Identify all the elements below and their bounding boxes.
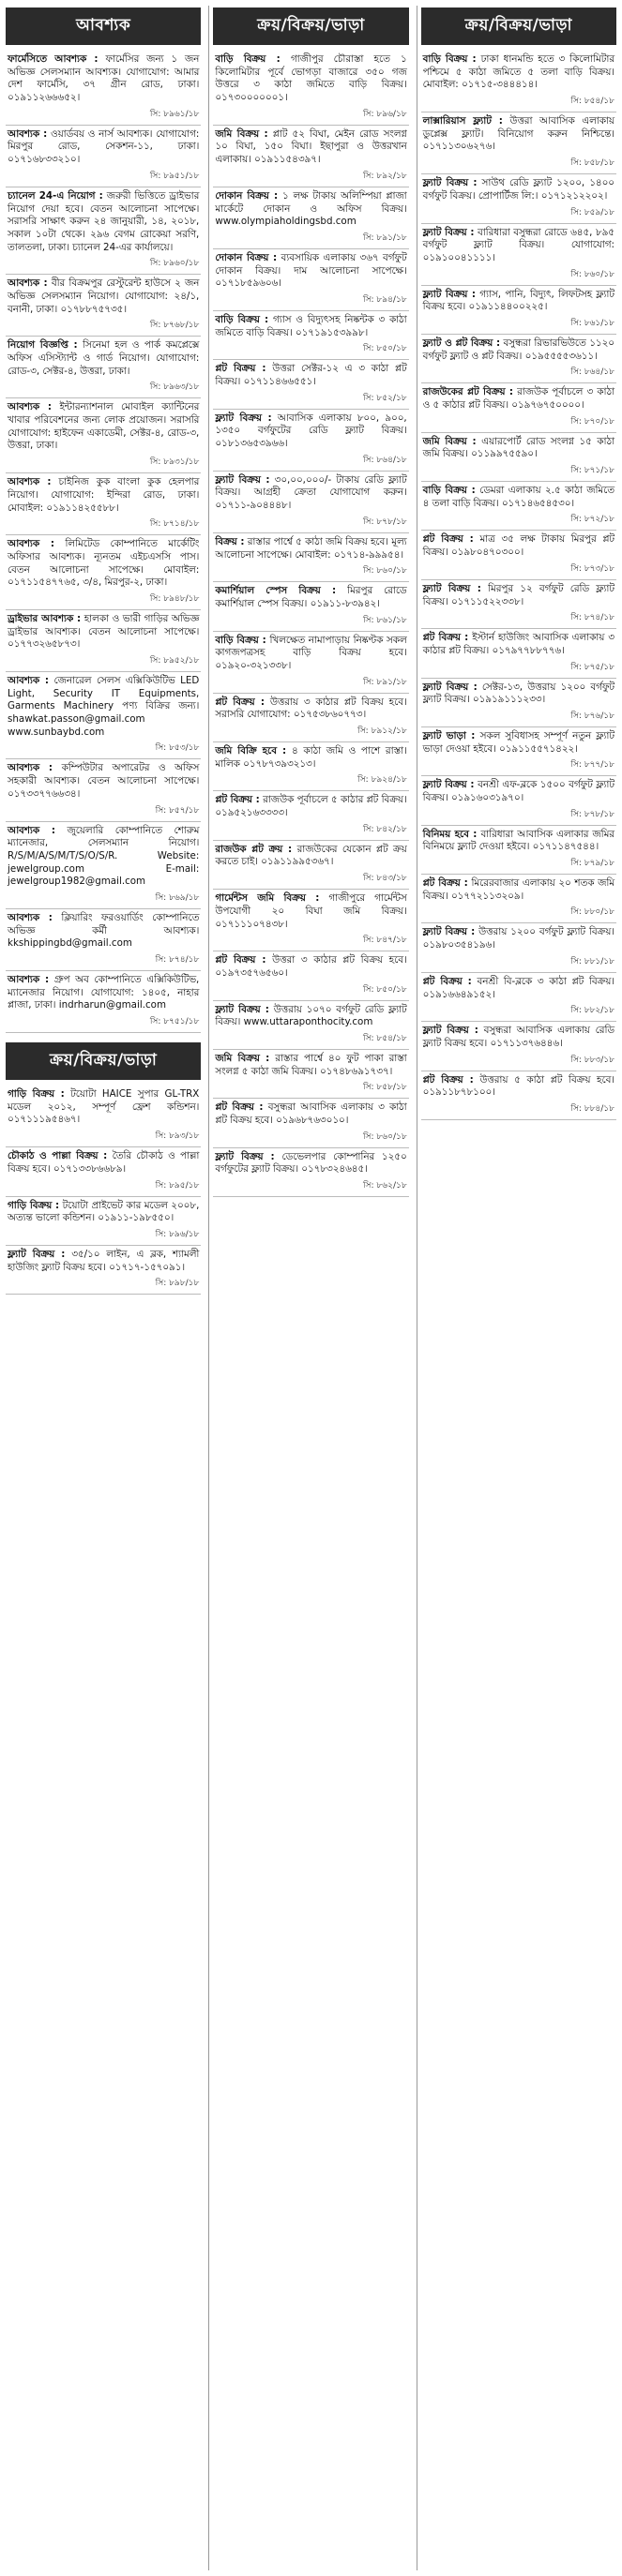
ad-heading: ফ্ল্যাট বিক্রয় : [215,1003,269,1015]
classified-ad [213,841,408,871]
ad-body: ডেভেলপার কোম্পানির ১২৫০ বর্গফুটের ফ্ল্যাট বিক্রয়। ০১৭৮৩২৪৬৪৫। [215,1150,407,1176]
ad-body: বীর বিক্রমপুর রেস্টুরেন্ট হাউসে ২ জন অভিজ্ঞ সেলসম্যান নিয়োগ। যোগাযোগ: ২৪/১, বনানী, ঢাকা। ০১৭৮৮৭৫৭৩৫। [8,277,200,315]
ad-heading: ফ্ল্যাট ভাড়া : [422,729,476,741]
ad-heading: আবশ্যক : [8,476,52,488]
ad-code: সি: ৮৯৮/১৮ [6,1276,201,1295]
ad-heading: গাড়ি বিক্রয় : [8,1199,60,1211]
ad-body: উত্তরায় ৫ কাঠা প্লট বিক্রয় হবে। ০১৯১১৮৭৮১০০। [422,1073,614,1099]
sub-section-header: ক্রয়/বিক্রয়/ভাড়া [6,1042,201,1080]
ad-code: সি: ৮৯৫১/১৮ [6,169,201,187]
ad-code: সি: ৮৭১৪/১৮ [6,517,201,535]
ad-heading: বাড়ি বিক্রয় : [215,634,266,646]
ad-code: সি: ৮৭৩/১৮ [421,562,616,580]
classified-ad [6,275,201,318]
ad-heading: দোকান বিক্রয় : [215,189,279,202]
ad-code: সি: ৮৭৯/১৮ [421,856,616,875]
ad-heading: প্লট বিক্রয় : [215,363,266,375]
ad-code: সি: ৮৫৪/১৮ [213,1031,408,1050]
classified-ad [213,360,408,390]
ad-body: লিমিটেড কোম্পানিতে মার্কেটিং অফিসার আবশ্যক। ন্যূনতম এইচএসসি পাস। বেতন আলোচনা সাপেক্ষে। মোবাইল: ০১৭১১৫৪৭৭৬৫, ৩/৪, মিরপুর-২, ঢাকা। [8,538,200,589]
classified-ad [6,126,201,169]
ad-code: সি: ৮৫৮/১৮ [213,1080,408,1099]
classified-ad [213,951,408,981]
ad-heading: দোকান বিক্রয় : [215,251,278,263]
ad-body: প্লাট ৫২ বিঘা, মেইন রোড সংলগ্ন ১০ বিঘা, ১৫০ বিঘা। ইছাপুরা ও উত্তরখান এলাকায়। ০১৯১১৫৪৩৯৭। [215,127,407,166]
ad-body: ডেমরা এলাকায় ২.৫ কাঠা জমিতে ৪ তলা বাড়ি বিক্রয়। ০১৭১৪৬৫৪৫৩০। [422,485,614,509]
ads-list [421,51,616,1120]
ad-heading: প্লট বিক্রয় : [422,533,474,546]
classified-ad [6,672,201,741]
ad-body: গ্যাস ও বিদ্যুৎসহ নিষ্কন্টক ৩ কাঠা জমিতে বাড়ি বিক্রয়। ০১৭১৯১৫৩৯৯৮। [215,313,407,338]
ad-code: সি: ৮৬০/১৮ [213,1130,408,1148]
ad-code: সি: ৮৯১/১৮ [213,231,408,249]
ad-code: সি: ৮৮২/১৮ [421,1003,616,1022]
ad-code: সি: ৮৫৮/১৮ [421,156,616,174]
ad-body: বসুন্ধরা আবাসিক এলাকায় ৩ কাঠা প্লট বিক্রয় হবে। ০১৯৬৮৭৬৩০১০। [215,1101,407,1126]
classified-ad [213,126,408,169]
ad-heading: ফ্ল্যাট বিক্রয় : [215,412,272,424]
ad-body: হালকা ও ভারী গাড়ির অভিজ্ঞ ড্রাইভার আবশ্যক। বেতন আলোচনা সাপেক্ষে। ০১৭৭৩২৬৫৮৭৩। [8,612,200,651]
ad-code: সি: ৮৬৪/১৮ [421,365,616,383]
ad-body: বসুন্ধরা আবাসিক এলাকায় রেডি ফ্ল্যাট বিক্রয় হবে। ০১৭১১৩৭৬৪৪৬। [422,1025,614,1049]
ad-heading: প্লট বিক্রয় : [422,632,469,644]
ad-body: কম্পিউটার অপারেটর ও অফিস সহকারী আবশ্যক। বেতন আলোচনা সাপেক্ষে। ০১৭৩৩৭৭৬৬৩৪। [8,762,200,800]
ad-heading: ফ্ল্যাট বিক্রয় : [422,681,478,693]
classified-ad [421,286,616,316]
ad-body: বসুন্ধরা রিভারভিউতে ১১২০ বর্গফুট ফ্ল্যাট ও প্লট বিক্রয়। ০১৯৫৫৫৫৩৬১১। [422,337,614,362]
classified-ad [421,433,616,463]
column-header: আবশ্যক [6,7,201,45]
ad-code: সি: ৮৫৯/১৮ [421,205,616,224]
ad-code: সি: ৮৭৪/১৮ [6,952,201,971]
ad-body: মিরপুর ১২ বর্গফুট রেডি ফ্ল্যাট বিক্রয়। ০১৭১১৫২২৩৩৮। [422,582,614,607]
ad-heading: ফ্ল্যাট বিক্রয় : [422,779,475,791]
ad-heading: আবশ্যক : [8,675,49,686]
ad-body: এয়ারপোর্ট রোড সংলগ্ন ১৫ কাঠা জমি বিক্রয়। ০১১৯৯৭৫৫৯০। [422,435,614,460]
ad-body: ব্যবসায়িক এলাকায় ৩৬৭ বর্গফুট দোকান বিক্রয়। দাম আলোচনা সাপেক্ষে। ০১৭১৮৫৯৬০৬। [215,251,407,290]
classified-ad [213,51,408,107]
ad-code: সি: ৮৭৬৮/১৮ [6,318,201,337]
classified-ad [421,727,616,757]
ad-heading: জমি বিক্রি হবে : [215,745,287,756]
ad-body: জুয়েলারি কোম্পানিতে শোরুম ম্যানেজার, সেলসম্যান নিয়োগ। R/S/M/A/S/M/T/S/O/S/R. Website: jewelgroup.com E-mail: jewelgroup1982@gmail.com [8,824,200,888]
ad-heading: লাক্সারিয়াস ফ্ল্যাট : [422,115,503,127]
ad-body: ৩০,০০,০০০/- টাকায় রেডি ফ্ল্যাট বিক্রয়। আগ্রহী ক্রেতা যোগাযোগ করুন। ০১৭১১-৯০৪৪৪৮। [215,473,407,512]
ad-heading: আবশ্যক : [8,538,54,550]
ad-code: সি: ৮৮৪/১৮ [421,1101,616,1120]
ads-list [213,51,408,1197]
ad-code: সি: ৮৮১/১৮ [421,954,616,973]
ad-body: রাজউক পূর্বাচলে ৫ কাঠার প্লট বিক্রয়। ০১৯৫২১৬৩৩৩৩। [215,794,407,819]
column-1 [6,6,201,2570]
classified-ad [213,472,408,515]
classified-ad [421,826,616,856]
ad-heading: ফার্মেসিতে আবশ্যক : [8,53,99,65]
classified-ad [421,1022,616,1052]
ad-code: সি: ৮৮৩/১৮ [421,1053,616,1071]
ad-heading: ফ্ল্যাট বিক্রয় : [8,1248,66,1260]
column-3 [417,6,616,2570]
classified-ad [421,973,616,1003]
ad-heading: বাড়ি বিক্রয় : [215,53,281,65]
classified-ad [6,398,201,455]
classified-ad [213,410,408,453]
ad-code: সি: ৮৭২/১৮ [421,512,616,531]
ad-body: উত্তরায় ৩ কাঠার প্লট বিক্রয় হবে। সরাসরি যোগাযোগ: ০১৭৫৩৮৬০৭৭৩। [215,696,407,721]
ad-body: খিলক্ষেত নামাপাড়ায় নিষ্কণ্টক সকল কাগজপত্রসহ বাড়ি বিক্রয় হবে। ০১৯২০-৩২১৩৩৮। [215,634,407,671]
classified-ad [421,531,616,561]
classified-ad [6,535,201,592]
ad-body: বারিধারা বসুন্ধরা রোডে ৬৪৫, ৮৯৫ বর্গফুট ফ্ল্যাট বিক্রয়। যোগাযোগ: ০১৯১০০৪১১১১। [422,226,614,263]
classified-ad [6,1246,201,1276]
classified-ad [421,629,616,659]
ad-heading: আবশ্যক : [8,277,48,290]
ad-code: সি: ৮৬০/১৮ [421,267,616,286]
ad-body: রাস্তার পার্শ্বে ৫ কাঠা জমি বিক্রয় হবে। মূল্য আলোচনা সাপেক্ষে। মোবাইল: ০১৭১৪-৯৯৯৫৪। [215,535,407,561]
ad-code: সি: ৮৯১/১৮ [213,675,408,694]
ad-code: সি: ৮৯৩১/১৮ [6,455,201,473]
ad-code: সি: ৮৭১/১৮ [421,463,616,482]
ad-body: ৩৫/১০ লাইন, এ ব্লক, শ্যামলী হাউজিং ফ্ল্যাট বিক্রয় হবে। ০১৭১৭-১৫৭০৯১। [8,1248,200,1273]
ad-code: সি: ৮৫৪/১৮ [421,94,616,112]
ad-body: সকল সুবিধাসহ সম্পূর্ণ নতুন ফ্ল্যাট ভাড়া দেওয়া হইবে। ০১৯১১৫৫৭১৪২২। [422,729,614,755]
ad-code: সি: ৮৯১২/১৮ [213,724,408,742]
ad-body: টয়োটা HAICE সুপার GL-TRX মডেল ২০১২, সম্পূর্ণ ফ্রেশ কন্ডিশন। ০১৭১১১৯৫৪৬৭। [8,1088,200,1126]
ad-code: সি: ৮৬৯/১৮ [6,891,201,909]
ad-code: সি: ৮৫৩/১৮ [6,741,201,759]
ad-code: সি: ৮৬৪/১৮ [213,453,408,472]
ad-code: সি: ৮৭৬/১৮ [421,709,616,727]
ad-heading: ফ্ল্যাট ও প্লট বিক্রয় : [422,337,501,349]
classified-ad [421,112,616,156]
ad-heading: ফ্ল্যাট বিক্রয় : [422,288,476,300]
ad-heading: ফ্ল্যাট বিক্রয় : [215,1150,275,1162]
ad-body: ৪ কাঠা জমি ও পাশে রাস্তা। মালিক ০১৭৮৭৩৯৩২১৩। [215,745,407,770]
classified-ad [213,632,408,675]
column-header: ক্রয়/বিক্রয়/ভাড়া [213,7,408,45]
ad-heading: ফ্ল্যাট বিক্রয় : [422,1025,478,1037]
ad-body: সেক্টর-১৩, উত্তরায় ১২০০ বর্গফুট ফ্ল্যাট বিক্রয়। ০১৯১৯১১১২৩৩। [422,681,614,706]
ad-body: ঢাকা ধানমন্ডি হতে ৩ কিলোমিটার পশ্চিমে ৫ কাঠা জমিতে ৫ তলা বাড়ি বিক্রয়। মোবাইল: ০১৭১৫-৩৪৪৪১৪। [422,53,614,91]
ad-code: সি: ৮৯৪৮/১৮ [6,592,201,610]
ad-body: আবাসিক এলাকায় ৮০০, ৯০০, ১৩৫০ বর্গফুটের রেডি ফ্ল্যাট বিক্রয়। ০১৮১৩৬৫৩৯৬৬। [215,412,407,450]
ad-code: সি: ৮৭০/১৮ [421,414,616,433]
ad-code: সি: ৮৮০/১৮ [421,905,616,923]
ad-code: সি: ৮৯৬০/১৮ [6,256,201,275]
ad-body: গাজীপুরে গার্মেন্টস উপযোগী ২০ বিঘা জমি বিক্রয়। ০১৭১১১০৭৪৩৮। [215,892,407,930]
ad-code: সি: ৮৭৫১/১৮ [6,1014,201,1033]
ads-list [6,51,201,1033]
classified-ad [6,1147,201,1177]
ad-body: গাজীপুর চৌরাস্তা হতে ১ কিলোমিটার পূর্বে ভোগড়া বাজারে ৩৫০ গজ উত্তরে ৩ কাঠা জমিতে বাড়ি বিক্রয়। ০১৭৩০০০০০০১। [215,53,407,104]
ad-body: জেনারেল সেলস এক্সিকিউটিভ LED Light, Security IT Equipments, Garments Machinery পণ্য বিক্রির জন্য। shawkat.passon@gmail.com www.sunbaybd.com [8,675,200,738]
ad-heading: বিক্রয় : [215,535,245,547]
classified-ad [421,224,616,267]
ad-code: সি: ৮৬০/১৮ [213,563,408,582]
ad-body: ফার্মেসির জন্য ১ জন অভিজ্ঞ সেলসম্যান আবশ্যক। যোগাযোগ: আমার দেশ ফার্মেসি, ৩৭ গ্রীন রোড, ঢাকা। ০১৯১১২৬৬৬৫২। [8,53,200,104]
ad-heading: বাড়ি বিক্রয় : [215,313,269,325]
classified-ad [6,1197,201,1227]
ad-body: চাইনিজ কুক বাংলা কুক হেলপার নিয়োগ। যোগাযোগ: ইন্দিরা রোড, ঢাকা। মোবাইল: ০১৯১১৪২৫৫৮৮। [8,476,200,514]
classified-ad [213,311,408,341]
ad-heading: জমি বিক্রয় : [422,435,477,447]
ad-heading: প্লট বিক্রয় : [215,794,260,806]
classified-ad [421,174,616,204]
classified-ad [6,610,201,653]
ad-heading: প্লট বিক্রয় : [215,1101,264,1114]
ad-heading: রাজউক প্লট ক্রয় : [215,843,293,855]
classified-ad [6,909,201,952]
classified-ad [6,759,201,802]
classified-ad [213,1050,408,1080]
ad-body: তৈরি চৌকাঠ ও পাল্লা বিক্রয় হবে। ০১৭১৩৩৮৬৬৮৯। [8,1150,200,1175]
ad-heading: জমি বিক্রয় : [215,1052,270,1064]
ad-heading: আবশ্যক : [8,824,55,836]
ad-heading: প্লট বিক্রয় : [215,696,265,708]
classified-ad [213,1099,408,1129]
ad-body: উত্তরা সেক্টর-১২ এ ৩ কাঠা প্লট বিক্রয়। ০১৭১১৪৬৬৫৫১। [215,363,407,387]
classified-ad [213,791,408,821]
ad-body: বারিধারা আবাসিক এলাকার জমির বিনিময়ে ফ্ল্যাট দেওয়া হইবে। ০১৭১১৪৭৫৪৪। [422,828,614,853]
ad-heading: প্লট বিক্রয় : [422,975,472,987]
ad-code: সি: ৮৪২/১৮ [213,822,408,841]
classified-ad [6,51,201,107]
classified-ad [6,1086,201,1129]
ad-code: সি: ৮৯২৪/১৮ [213,772,408,791]
ad-code: সি: ৮৭৭/১৮ [421,757,616,776]
ad-code: সি: ৮৭৮/১৮ [213,515,408,533]
classified-ad [213,742,408,772]
ad-heading: ফ্ল্যাট বিক্রয় : [422,582,481,594]
classified-ad [421,923,616,953]
classified-ad [421,335,616,365]
classified-ad [6,337,201,380]
ad-body: সাউথ রেডি ফ্ল্যাট ১২০০, ১৪০০ বর্গফুট বিক্রয়। প্রোপার্টিজ লি:। ০১৭১২১২২০২। [422,177,614,202]
column-header: ক্রয়/বিক্রয়/ভাড়া [421,7,616,45]
ad-body: উত্তরায় ১০৭০ বর্গফুট রেডি ফ্ল্যাট বিক্রয়। www.uttaraponthocity.com [215,1003,407,1028]
ad-code: সি: ৮৫০/১৮ [213,341,408,360]
ad-body: মিরেরবাজার এলাকায় ২০ শতক জমি বিক্রয়। ০১৭৭২১১৩২০৯। [422,877,614,902]
ad-code: সি: ৮৯৬১/১৮ [6,107,201,126]
ad-body: টয়োটা প্রাইভেট কার মডেল ২০০৮, অত্যন্ত ভালো কন্ডিশন। ০১৯১১-১৯৮৫৫০। [8,1199,200,1224]
ad-body: গ্রুপ অব কোম্পানিতে এক্সিকিউটিভ, ম্যানেজার নিয়োগ। যোগাযোগ: ১৪০৫, নাহার প্লাজা, ঢাকা। indrharun@gmail.com [8,974,200,1011]
classified-ad [6,822,201,891]
ad-code: সি: ৮৯৬/১৮ [213,107,408,126]
ad-body: ক্লিয়ারিং ফরওয়ার্ডিং কোম্পানিতে অভিজ্ঞ কর্মী আবশ্যক। kkshippingbd@gmail.com [8,911,200,950]
ad-heading: নিয়োগ বিজ্ঞপ্তি : [8,339,78,352]
ad-body: ওয়ার্ডবয় ও নার্স আবশ্যক। যোগাযোগ: মিরপুর রোড, সেকশন-১১, ঢাকা। ০১৭১৬৮৩৩২১০। [8,127,200,166]
ad-heading: গাড়ি বিক্রয় : [8,1088,65,1101]
ad-code: সি: ৮৯৩/১৮ [6,1129,201,1147]
ad-body: মাত্র ৩৫ লক্ষ টাকায় মিরপুর প্লট বিক্রয়। ০১৯৮০৪৭০৩০০। [422,533,614,559]
classified-ad [421,51,616,94]
ad-code: সি: ৮৬১/১৮ [421,316,616,335]
ad-heading: জমি বিক্রয় : [215,127,268,140]
ad-body: জরুরী ভিত্তিতে ড্রাইভার নিয়োগ দেয়া হবে। বেতন আলোচনা সাপেক্ষে। সরাসরি সাক্ষাৎ করুন ২৪ জানুয়ারী, ১৪, ২০১৮, সকাল ১০টা থেকে। ২৯৬ বেগম রোকেয়া সরণি, তালতলা, ঢাকা। চ্যানেল 24-এর কার্যালয়ে। [8,189,200,253]
classified-ad [213,582,408,612]
ad-code: সি: ৮৯৫/১৮ [6,1178,201,1197]
ad-heading: আবশ্যক : [8,911,53,923]
ad-heading: বাড়ি বিক্রয় : [422,53,477,65]
column-2 [208,6,408,2570]
ad-body: ইন্টারন্যাশনাল মোবাইল ক্যান্টিনের খাবার পরিবেশনের জন্য লোক প্রয়োজন। সরাসরি যোগাযোগ: হাইফেন একাডেমী, সেক্টর-৪, রোড-৩, উত্তরা, ঢাকা। [8,401,200,452]
ad-heading: বাড়ি বিক্রয় : [422,485,476,497]
ad-body: বনশ্রী এফ-ব্লকে ১৫০০ বর্গফুট ফ্ল্যাট বিক্রয়। ০১৯১৬০৩১৯৭০। [422,779,614,803]
ad-body: ইস্টার্ন হাউজিং আবাসিক এলাকায় ৩ কাঠার প্লট বিক্রয়। ০১৭৯৭৭৮৮৭৭৬। [422,632,614,656]
ad-code: সি: ৮৭৫/১৮ [421,660,616,679]
ad-heading: ড্রাইভার আবশ্যক : [8,612,82,624]
ad-body: বনশ্রী বি-ব্লকে ৩ কাঠা প্লট বিক্রয়। ০১৯১৬৬৪৯১৫২। [422,975,614,1000]
ad-body: উত্তরা ৩ কাঠার প্লট বিক্রয় হবে। ০১৯৭৩৫৭৬৫৬০। [215,954,407,979]
ads-list [6,1086,201,1295]
ad-heading: ফ্ল্যাট বিক্রয় : [422,226,475,238]
classified-ad [6,473,201,517]
classified-ad [213,1148,408,1178]
classified-ad [213,187,408,231]
ad-code: সি: ৮৯৫২/১৮ [6,653,201,672]
classified-ad [6,187,201,256]
ad-body: রাজউক পূর্বাচলে ৩ কাঠা ও ৫ কাঠার প্লট বিক্রয়। ০১৯৭৬৭৫০০০০। [422,386,614,411]
ad-body: উত্তরায় ১২০০ বর্গফুট ফ্ল্যাট বিক্রয়। ০১৯৮০৩৫৪১৯৬। [422,926,614,951]
ad-heading: রাজউকের প্লট বিক্রয় : [422,386,513,398]
classified-ad [421,776,616,806]
ad-code: সি: ৮৯৬/১৮ [6,1227,201,1246]
ad-code: সি: ৮৫২/১৮ [213,391,408,410]
classified-ad [421,482,616,512]
ad-heading: ফ্ল্যাট বিক্রয় : [422,177,478,189]
ad-code: সি: ৮৪৩/১৮ [213,871,408,890]
ad-code: সি: ৮৫০/১৮ [213,982,408,1001]
ad-heading: চৌকাঠ ও পাল্লা বিক্রয় : [8,1150,108,1162]
classified-ad [213,694,408,724]
ad-code: সি: ৮৪৭/১৮ [213,933,408,951]
classified-ad [421,679,616,709]
ad-code: সি: ৮৬১/১৮ [213,613,408,632]
ad-heading: প্লট বিক্রয় : [422,877,468,890]
classified-ad [421,1071,616,1101]
classified-ad [421,875,616,905]
ad-body: ১ লক্ষ টাকায় অলিম্পিয়া প্লাজা মার্কেটে দোকান ও অফিস বিক্রয়। www.olympiaholdingsbd.com [215,189,407,228]
ad-heading: ফ্ল্যাট বিক্রয় : [215,473,270,486]
ad-code: সি: ৮৯২/১৮ [213,169,408,187]
ad-heading: আবশ্যক : [8,762,53,774]
classified-ad [6,971,201,1014]
ad-heading: ফ্ল্যাট বিক্রয় : [422,926,476,938]
ad-heading: আবশ্যক : [8,127,48,140]
ad-code: সি: ৮৯৪/১৮ [213,292,408,311]
ad-body: উত্তরা আবাসিক এলাকায় ডুপ্লেক্স ফ্ল্যাট। বিনিয়োগ করুন নিশ্চিন্তে। ০১৭১১৩০৬২৭৬। [422,115,614,153]
classified-ad [213,890,408,933]
ad-body: গ্যাস, পানি, বিদ্যুৎ, লিফটসহ ফ্ল্যাট বিক্রয় হবে। ০১৯১১৪৪০০২২৫। [422,288,614,313]
ad-body: সিনেমা হল ও পার্ক কমপ্লেক্সে অফিস এসিস্ট্যান্ট ও গার্ড নিয়োগ। যোগাযোগ: রোড-৩, সেক্টর-৪, উত্তরা, ঢাকা। [8,339,200,377]
ad-heading: বিনিময় হবে : [422,828,478,840]
ad-heading: আবশ্যক : [8,401,52,413]
classified-ad [213,533,408,563]
ad-body: মিরপুর রোডে কমার্শিয়াল স্পেস বিক্রয়। ০১৯১১-৮৩৯৪২। [215,585,407,609]
ad-heading: কমার্শিয়াল স্পেস বিক্রয় : [215,585,337,597]
classified-ad [213,249,408,292]
ad-heading: প্লট বিক্রয় : [215,954,266,966]
ad-code: সি: ৮৭৪/১৮ [421,610,616,629]
ad-code: সি: ৮৫৭/১৮ [6,803,201,822]
ad-code: সি: ৮৭৮/১৮ [421,807,616,826]
classified-ad [213,1001,408,1031]
ad-body: রাস্তার পার্শ্বে ৪০ ফুট পাকা রাস্তা সংলগ্ন ৫ কাঠা জমি বিক্রয়। ০১৭৪৮৬৯১৭৩৭। [215,1052,407,1077]
classified-ad [421,580,616,610]
ad-code: সি: ৮৬২/১৮ [213,1178,408,1197]
classified-ad [421,383,616,413]
ad-code: সি: ৮৯৬৩/১৮ [6,380,201,398]
ad-heading: চ্যানেল 24-এ নিয়োগ : [8,189,103,202]
ad-heading: প্লট বিক্রয় : [422,1073,474,1086]
ad-body: রাজউকের যেকোন প্লট ক্রয় করতে চাই। ০১৯১১৯৯৫৩৬৭। [215,843,407,868]
ad-heading: আবশ্যক : [8,974,50,985]
ad-heading: গার্মেন্টস জমি বিক্রয় : [215,892,320,905]
